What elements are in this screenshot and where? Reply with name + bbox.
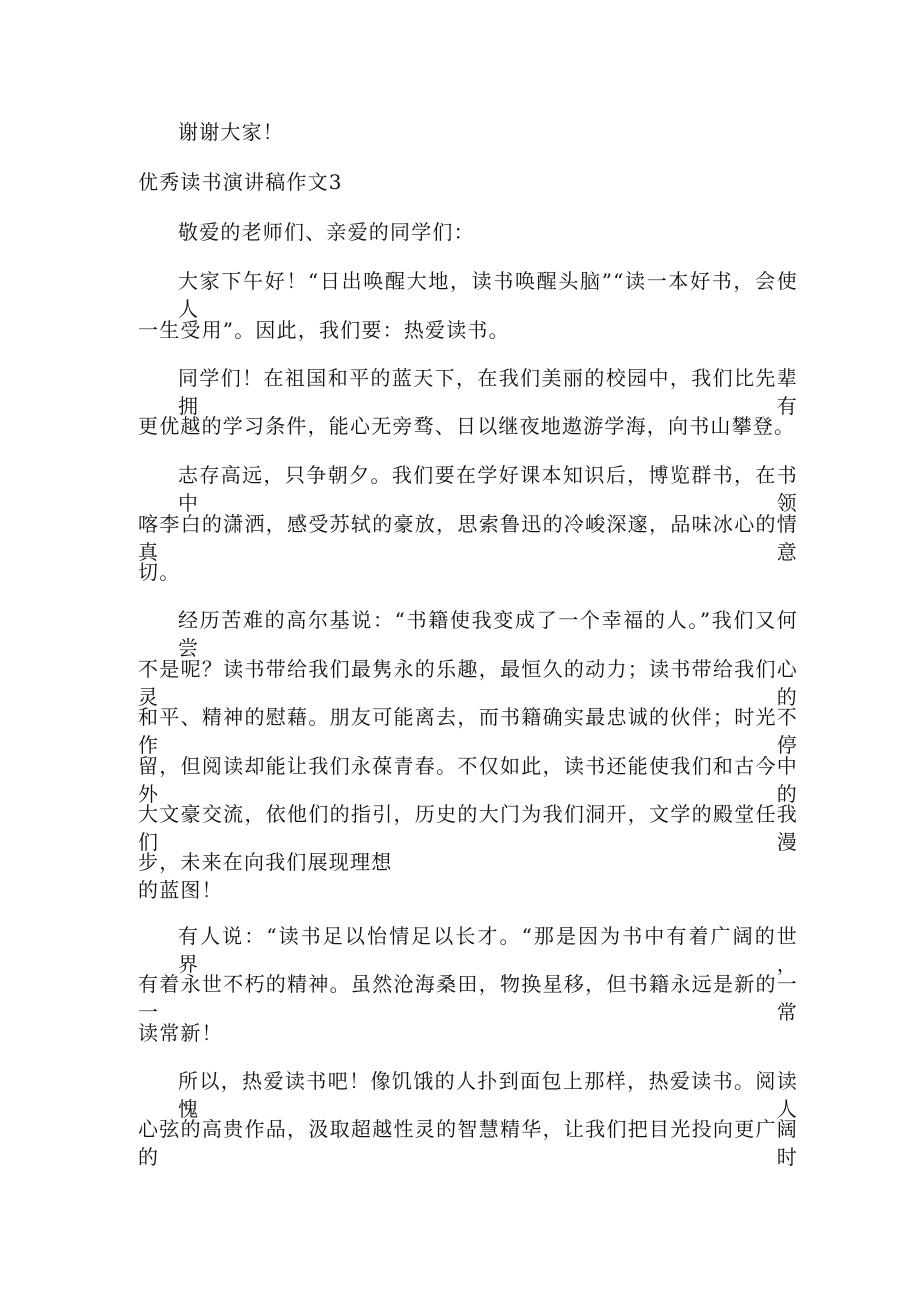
section-title: 优秀读书演讲稿作文3 (138, 170, 343, 194)
paragraph-3-line-2: 喀李白的潇洒，感受苏轼的豪放，思索鲁迅的冷峻深邃，品味冰心的情真意 (138, 512, 798, 564)
paragraph-6-line-2: 心弦的高贵作品，汲取超越性灵的智慧精华，让我们把目光投向更广阔的时 (138, 1117, 798, 1169)
paragraph-1-line-2: 一生受用”。因此，我们要：热爱读书。 (138, 318, 510, 342)
paragraph-6-line-1: 所以，热爱读书吧！像饥饿的人扑到面包上那样，热爱读书。阅读愧人 (178, 1069, 798, 1121)
paragraph-2-line-2: 更优越的学习条件，能心无旁骛、日以继夜地遨游学海，向书山攀登。 (138, 414, 796, 438)
paragraph-4-line-4: 留，但阅读却能让我们永葆青春。不仅如此，读书还能使我们和古今中外的 (138, 754, 798, 806)
paragraph-4-line-1: 经历苦难的高尔基说：“书籍使我变成了一个幸福的人。”我们又何尝 (178, 608, 798, 660)
paragraph-4-line-5: 大文豪交流，依他们的指引，历史的大门为我们洞开，文学的殿堂任我们漫 (138, 802, 798, 854)
paragraph-2-line-1: 同学们！在祖国和平的蓝天下，在我们美丽的校园中，我们比先辈拥有 (178, 366, 798, 418)
paragraph-4-line-3: 和平、精神的慰藉。朋友可能离去，而书籍确实最忠诚的伙伴；时光不作停 (138, 705, 798, 757)
salutation: 敬爱的老师们、亲爱的同学们： (178, 220, 475, 244)
closing-line: 谢谢大家！ (178, 120, 284, 144)
paragraph-5-line-2: 有着永世不朽的精神。虽然沧海桑田，物换星移，但书籍永远是新的一一常 (138, 972, 798, 1024)
paragraph-5-line-1: 有人说：“读书足以怡情足以长才。“那是因为书中有着广阔的世界， (178, 924, 798, 976)
paragraph-4-line-7: 的蓝图！ (138, 878, 223, 902)
paragraph-3-line-1: 志存高远，只争朝夕。我们要在学好课本知识后，博览群书，在书中领 (178, 463, 798, 515)
paragraph-4-line-6: 步，未来在向我们展现理想 (138, 850, 393, 874)
paragraph-1-line-1: 大家下午好！“日出唤醒大地，读书唤醒头脑”“读一本好书，会使人 (178, 269, 798, 321)
paragraph-4-line-2: 不是呢？读书带给我们最隽永的乐趣，最恒久的动力；读书带给我们心灵的 (138, 657, 798, 709)
paragraph-3-line-3: 切。 (138, 560, 181, 584)
paragraph-5-line-3: 读常新！ (138, 1021, 223, 1045)
